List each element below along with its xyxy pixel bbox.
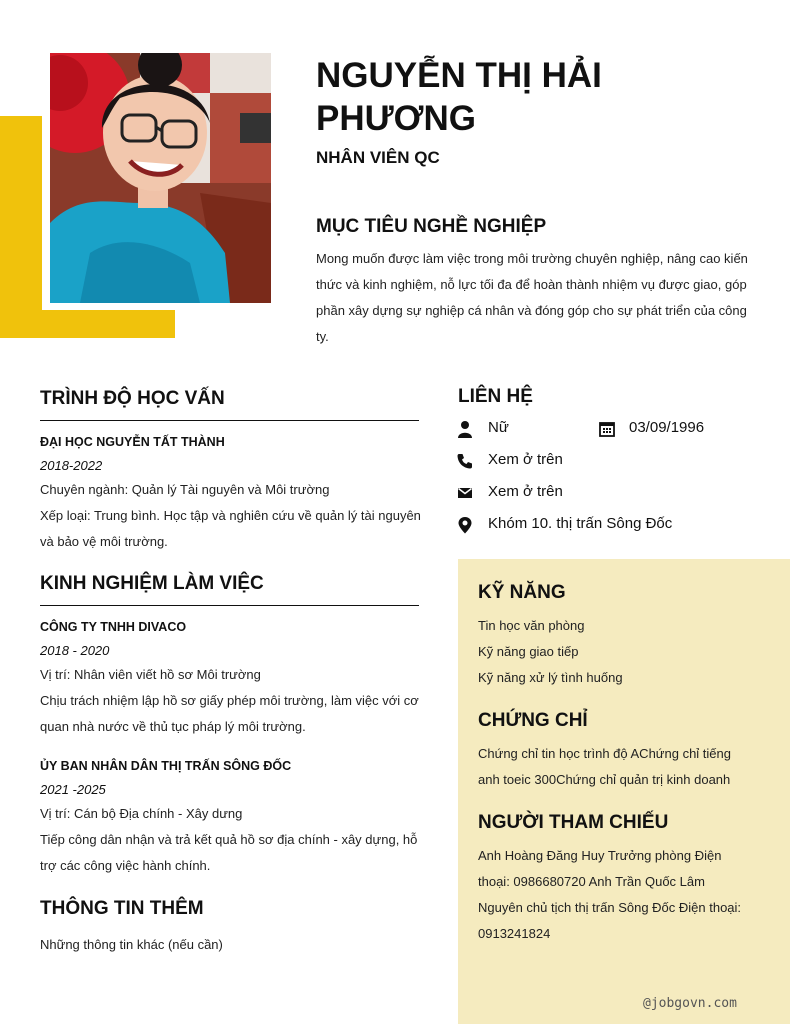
job-position: Vị trí: Cán bộ Địa chính - Xây dưng [40, 806, 243, 821]
watermark: @jobgovn.com [643, 996, 737, 1011]
objective-heading: MỤC TIÊU NGHỀ NGHIỆP [316, 216, 547, 237]
skill-item: Kỹ năng giao tiếp [478, 644, 579, 659]
contact-birthday: 03/09/1996 [629, 419, 705, 436]
objective-text: Mong muốn được làm việc trong môi trường chuyên nghiệp, nâng cao kiến thức và kinh nghiệm, nỗ lực tối đa để hoàn thành nhiệm vụ được giao, góp phần xây dựng sự nghiệp cá nhân và đóng góp cho sự phát triển của công ty. [316, 251, 748, 344]
certificates-heading: CHỨNG CHỈ [478, 710, 588, 731]
calendar-icon [598, 420, 616, 438]
contact-heading: LIÊN HỆ [458, 386, 533, 407]
job-title: NHÂN VIÊN QC [316, 148, 440, 167]
references-text: Anh Hoàng Đăng Huy Trưởng phòng Điện thoại: 0986680720 Anh Trần Quốc Lâm Nguyên chủ tịch thị trấn Sông Đốc Điện thoại: 0913241824 [478, 848, 742, 941]
skills-heading: KỸ NĂNG [478, 582, 566, 603]
skill-item: Tin học văn phòng [478, 618, 585, 633]
references-heading: NGƯỜI THAM CHIẾU [478, 812, 669, 833]
job-company: ỦY BAN NHÂN DÂN THỊ TRẤN SÔNG ĐỐC [40, 759, 292, 773]
additional-heading: THÔNG TIN THÊM [40, 898, 204, 919]
education-details: Xếp loại: Trung bình. Học tập và nghiên cứu về quản lý tài nguyên và bảo vệ môi trường. [40, 508, 421, 549]
phone-icon [456, 452, 474, 470]
job-period: 2021 -2025 [40, 782, 106, 797]
accent-block [0, 116, 42, 338]
job-period: 2018 - 2020 [40, 643, 110, 658]
additional-text: Những thông tin khác (nếu cần) [40, 937, 223, 952]
education-divider [40, 420, 419, 421]
contact-gender: Nữ [488, 419, 509, 436]
person-icon [456, 420, 474, 438]
contact-email[interactable]: Xem ở trên [488, 483, 563, 500]
experience-heading: KINH NGHIỆM LÀM VIỆC [40, 573, 264, 594]
education-heading: TRÌNH ĐỘ HỌC VẤN [40, 388, 225, 409]
profile-photo [50, 53, 271, 303]
education-period: 2018-2022 [40, 458, 103, 473]
location-pin-icon [456, 516, 474, 534]
job-position: Vị trí: Nhân viên viết hồ sơ Môi trường [40, 667, 261, 682]
skill-item: Kỹ năng xử lý tình huống [478, 670, 623, 685]
certificates-text: Chứng chỉ tin học trình độ AChứng chỉ tiếng anh toeic 300Chứng chỉ quản trị kinh doanh [478, 746, 731, 787]
contact-phone[interactable]: Xem ở trên [488, 451, 563, 468]
accent-bar [0, 310, 175, 338]
education-major: Chuyên ngành: Quản lý Tài nguyên và Môi trường [40, 482, 330, 497]
education-school: ĐẠI HỌC NGUYỄN TẤT THÀNH [40, 435, 225, 449]
job-description: Tiếp công dân nhận và trả kết quả hồ sơ địa chính - xây dựng, hỗ trợ các công việc hành chính. [40, 832, 418, 873]
mail-icon [456, 484, 474, 502]
job-company: CÔNG TY TNHH DIVACO [40, 620, 187, 634]
job-description: Chịu trách nhiệm lập hồ sơ giấy phép môi trường, làm việc với cơ quan nhà nước về thủ tục pháp lý môi trường. [40, 693, 419, 734]
experience-divider [40, 605, 419, 606]
contact-address: Khóm 10. thị trấn Sông Đốc [488, 515, 673, 532]
candidate-name: NGUYỄN THỊ HẢI PHƯƠNG [316, 56, 602, 138]
